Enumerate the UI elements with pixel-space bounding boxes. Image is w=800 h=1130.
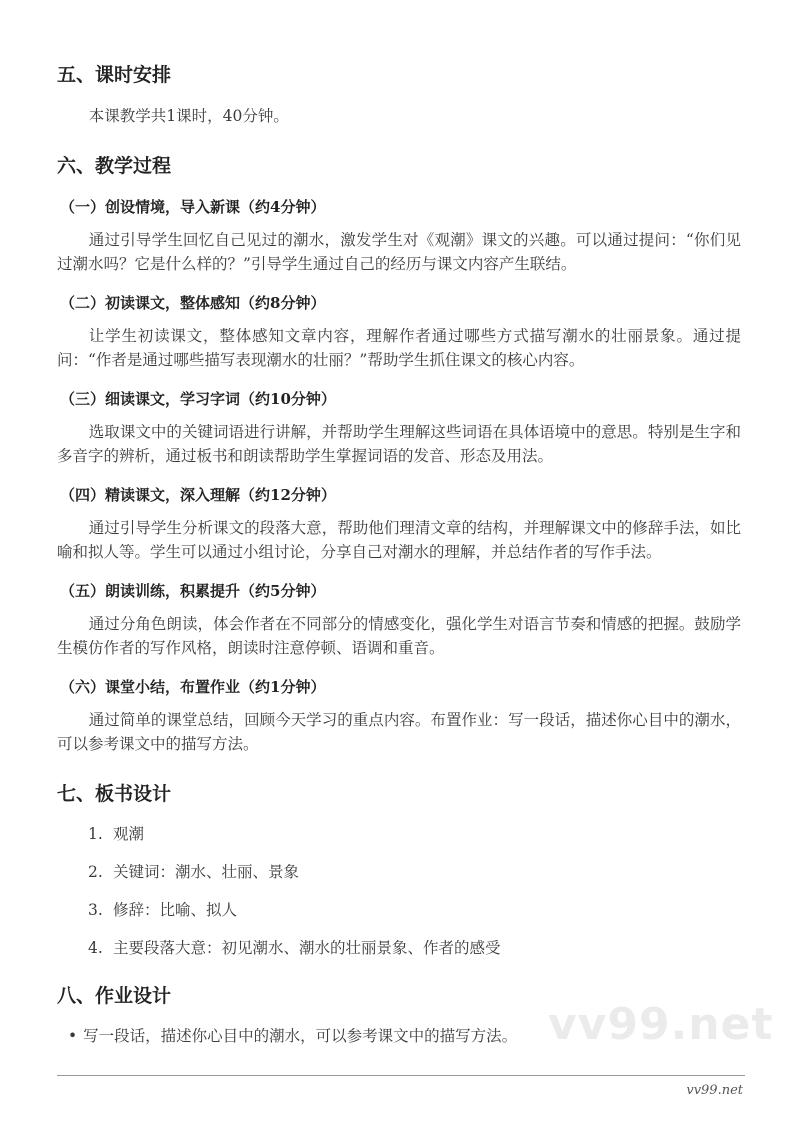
bullet-item: [57, 1025, 741, 1047]
bullet-icon: •: [68, 1026, 78, 1045]
section-heading-homework: 八、作业设计: [57, 984, 172, 1007]
paragraph: 本课教学共1课时，40分钟。: [88, 107, 289, 125]
list-number: 1.: [88, 824, 103, 843]
list-number: 4.: [88, 938, 103, 957]
document-body: [57, 63, 741, 1047]
step-paragraph: 让学生初读课文，整体感知文章内容，理解作者通过哪些方式描写潮水的壮丽景象。通过提问：“作者是通过哪些描写表现潮水的壮丽？”帮助学生抓住课文的核心内容。: [57, 326, 741, 369]
step-heading: （二）初读课文，整体感知（约8分钟）: [60, 293, 326, 312]
step-heading: （三）细读课文，学习字词（约10分钟）: [60, 389, 336, 408]
list-number: 3.: [88, 900, 103, 919]
list-text: 主要段落大意：初见潮水、潮水的壮丽景象、作者的感受: [113, 938, 501, 957]
watermark: vv99.net: [548, 999, 774, 1050]
step-heading: （一）创设情境，导入新课（约4分钟）: [60, 197, 326, 216]
section-heading-process: 六、教学过程: [57, 154, 172, 177]
list-item: [57, 899, 741, 921]
step-paragraph: 通过引导学生回忆自己见过的潮水，激发学生对《观潮》课文的兴趣。可以通过提问：“你们见过潮水吗？它是什么样的？”引导学生通过自己的经历与课文内容产生联结。: [57, 230, 741, 273]
list-number: 2.: [88, 862, 103, 881]
step-heading: （六）课堂小结，布置作业（约1分钟）: [60, 677, 326, 696]
step-heading: （五）朗读训练，积累提升（约5分钟）: [60, 581, 326, 600]
footer-divider: [57, 1075, 745, 1076]
list-item: [57, 937, 741, 959]
list-item: [57, 861, 741, 883]
step-paragraph: 选取课文中的关键词语进行讲解，并帮助学生理解这些词语在具体语境中的意思。特别是生字和多音字的辨析，通过板书和朗读帮助学生掌握词语的发音、形态及用法。: [57, 422, 741, 465]
list-text: 修辞：比喻、拟人: [113, 900, 238, 919]
footer-text: vv99.net: [686, 1083, 743, 1098]
step-paragraph: 通过引导学生分析课文的段落大意，帮助他们理清文章的结构，并理解课文中的修辞手法，如比喻和拟人等。学生可以通过小组讨论，分享自己对潮水的理解，并总结作者的写作手法。: [57, 518, 741, 561]
step-paragraph: 通过简单的课堂总结，回顾今天学习的重点内容。布置作业：写一段话，描述你心目中的潮水，可以参考课文中的描写方法。: [57, 710, 741, 753]
list-item: [57, 823, 741, 845]
list-text: 观潮: [113, 824, 145, 843]
list-text: 关键词：潮水、壮丽、景象: [113, 862, 300, 881]
section-heading-blackboard: 七、板书设计: [57, 782, 172, 805]
step-heading: （四）精读课文，深入理解（约12分钟）: [60, 485, 336, 504]
bullet-text: 写一段话，描述你心目中的潮水，可以参考课文中的描写方法。: [83, 1026, 518, 1045]
section-heading-schedule: 五、课时安排: [57, 64, 172, 86]
step-paragraph: 通过分角色朗读，体会作者在不同部分的情感变化，强化学生对语言节奏和情感的把握。鼓励学生模仿作者的写作风格，朗读时注意停顿、语调和重音。: [57, 614, 741, 657]
